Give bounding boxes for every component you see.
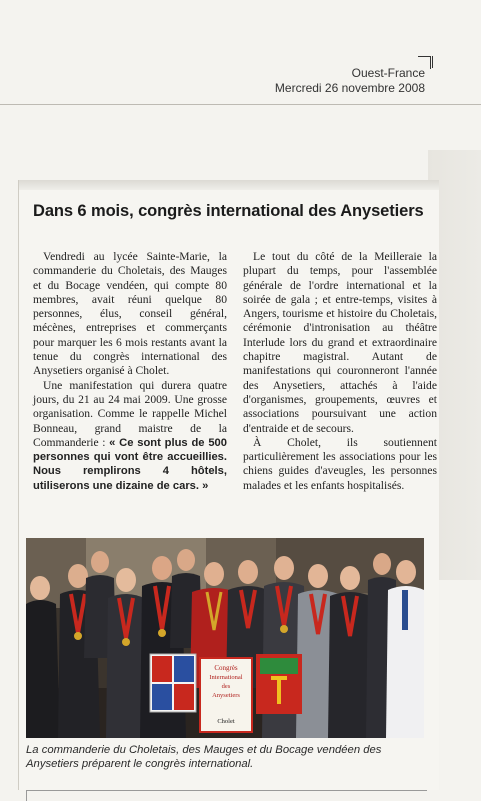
paragraph — [33, 379, 227, 493]
banner-text: Cholet — [217, 718, 235, 725]
group-photo-illustration — [26, 538, 424, 738]
next-article-border — [26, 790, 427, 801]
paragraph-text: Une manifestation qui durera quatre jours, du 21 au 24 mai 2009. Une grosse organisation. Comme le rappelle Michel Bonneau, grand maistre de la Commanderie : — [33, 378, 227, 449]
paragraph: À Cholet, ils soutiennent particulièrement les associations pour les chiens guides d'aveugles, les personnes malades et les enfants hospitalisés. — [243, 435, 437, 492]
adjacent-article-fragment — [0, 560, 18, 740]
article-top-border — [19, 180, 439, 190]
banner-text: Congrès — [214, 664, 238, 672]
publication-date: Mercredi 26 novembre 2008 — [274, 81, 425, 95]
group-photo — [26, 538, 424, 738]
banner-text: des — [221, 683, 231, 690]
article-column-left — [33, 250, 227, 493]
article-headline: Dans 6 mois, congrès international des Anysetiers — [33, 202, 424, 220]
banner-text: International — [209, 674, 243, 681]
masthead — [275, 66, 425, 96]
article-column-right — [243, 250, 437, 493]
top-rule — [0, 104, 481, 105]
pull-quote: « Ce sont plus de 500 personnes qui vont être accueillies. Nous remplirons 4 hôtels, utiliserons une dizaine de cars. » — [33, 436, 227, 492]
photo-caption: La commanderie du Choletais, des Mauges et du Bocage vendéen des Anysetiers préparent le congrès international. — [26, 744, 382, 770]
paragraph: Vendredi au lycée Sainte-Marie, la commanderie du Choletais, des Mauges et du Bocage vendéen, qui compte 80 membres, avait réuni quelque 80 personnes, élus, conseil général, mécènes, entreprises et commerçants pour marquer les 6 mois restants avant la tenue du congrès international des Anysetiers organisé à Cholet. — [33, 250, 227, 378]
corner-crop-mark-line — [432, 56, 433, 68]
paragraph: Le tout du côté de la Meilleraie la plupart du temps, pour l'assemblée générale de l'ordre international et la soirée de gala ; et entre-temps, visites à Angers, tourisme et histoire du Choletais, cérémonie d'intronisation au théâtre Interlude lors du grand et extraordinaire chapitre magistral. Autant de manifestations qui couronneront l'année des Anysetiers, attachés à l'aide d'organismes, groupements, œuvres et associations poursuivant une action d'entraide et de secours. — [243, 250, 437, 435]
newspaper-name: Ouest-France — [351, 66, 425, 80]
banner-text: Anysetiers — [212, 692, 240, 699]
